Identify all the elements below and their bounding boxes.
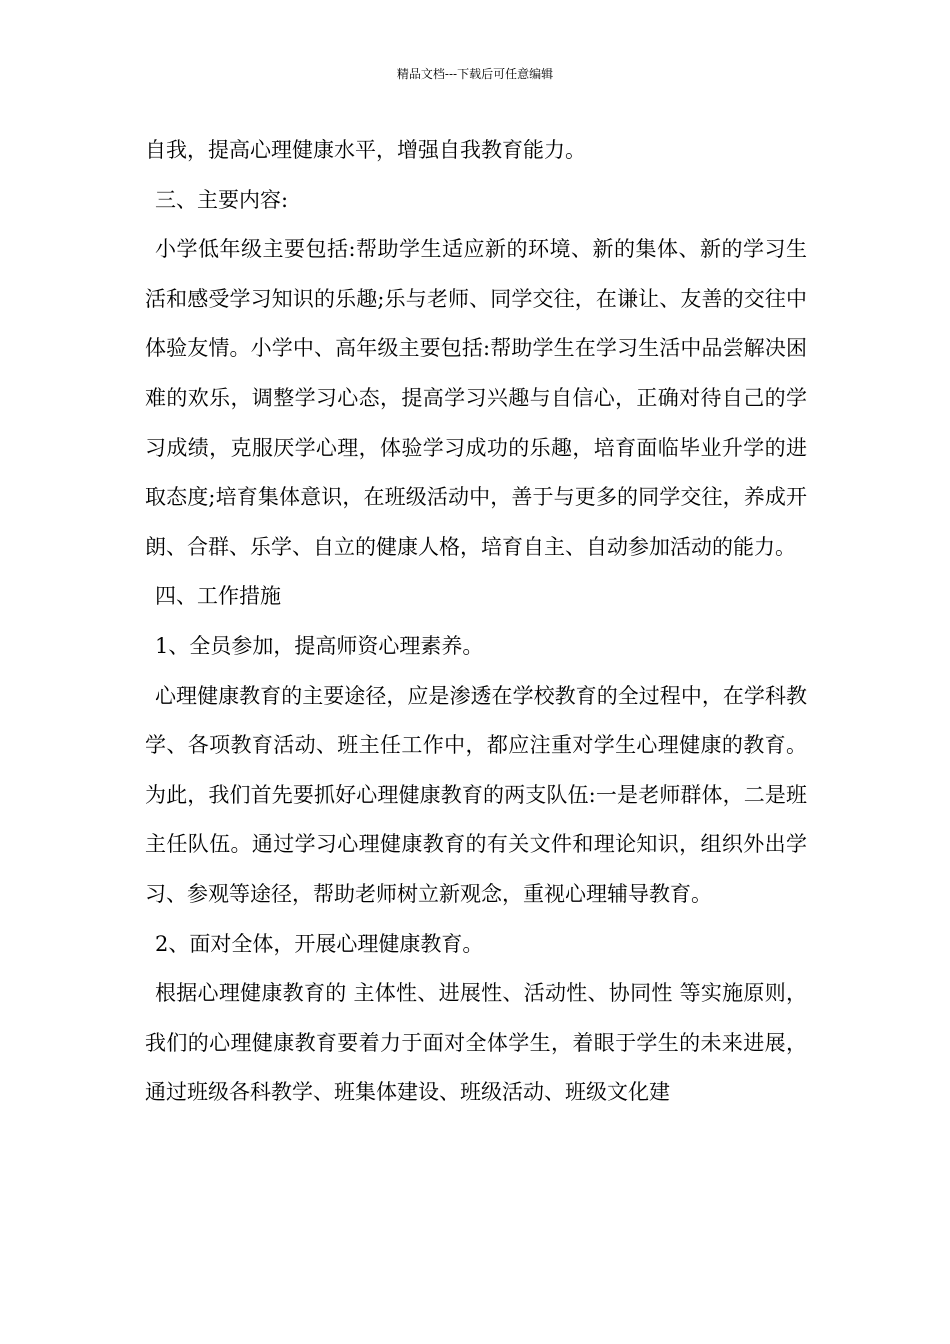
paragraph-continuation: 自我，提高心理健康水平，增强自我教育能力。: [145, 138, 586, 162]
section-heading-work-measures: 四、工作措施: [155, 584, 281, 609]
subheading-measure-1: 1、全员参加，提高师资心理素养。: [155, 633, 484, 658]
subheading-measure-2: 2、面对全体，开展心理健康教育。: [155, 931, 484, 956]
paragraph-main-content: 小学低年级主要包括:帮助学生适应新的环境、新的集体、新的学习生活和感受学习知识的乐趣;乐与老师、同学交往，在谦让、友善的交往中体验友情。小学中、高年级主要包括:帮助学生在学习生活中品尝解决困难的欢乐，调整学习心态，提高学习兴趣与自信心，正确对待自己的学习成绩，克服厌学心理，体验学习成功的乐趣，培育面临毕业升学的进取态度;培育集体意识，在班级活动中，善于与更多的同学交往，养成开朗、合群、乐学、自立的健康人格，培育自主、自动参加活动的能力。: [145, 237, 807, 559]
section-heading-main-content: 三、主要内容:: [155, 187, 289, 212]
paragraph-measure-1: 心理健康教育的主要途径，应是渗透在学校教育的全过程中，在学科教学、各项教育活动、班主任工作中，都应注重对学生心理健康的教育。为此，我们首先要抓好心理健康教育的两支队伍:一是老师群体，二是班主任队伍。通过学习心理健康教育的有关文件和理论知识，组织外出学习、参观等途径，帮助老师树立新观念，重视心理辅导教育。: [145, 683, 807, 906]
paragraph-measure-2: 根据心理健康教育的 主体性、进展性、活动性、协同性 等实施原则，我们的心理健康教育要着力于面对全体学生，着眼于学生的未来进展，通过班级各科教学、班集体建设、班级活动、班级文化建: [145, 981, 807, 1105]
page-header: 精品文档---下载后可任意编辑: [396, 67, 554, 81]
document-body: [145, 126, 807, 1118]
